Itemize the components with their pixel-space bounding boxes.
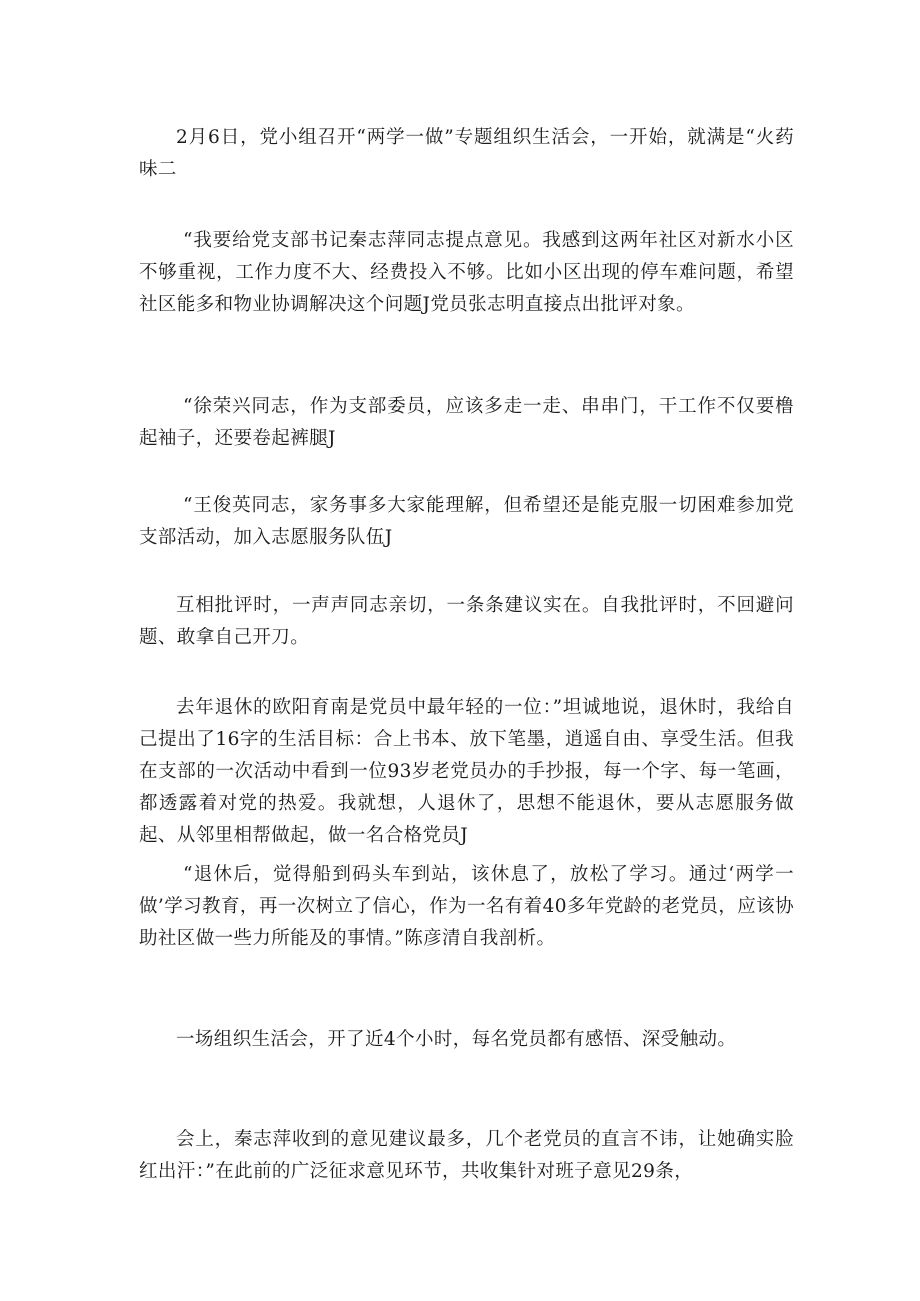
paragraph-qin-feedback: 会上，秦志萍收到的意见建议最多，几个老党员的直言不讳，让她确实脸红出汗：”在此前的广泛征求意见环节，共收集针对班子意见29条， — [139, 1129, 794, 1182]
paragraph-meeting-duration: 一场组织生活会，开了近4个小时，每名党员都有感悟、深受触动。 — [176, 1029, 737, 1050]
paragraph-meeting-intro: 2月6日，党小组召开“两学一做”专题组织生活会，一开始，就满是“火药味二 — [139, 127, 794, 180]
paragraph-mutual-criticism: 互相批评时，一声声同志亲切，一条条建议实在。自我批评时，不回避问题、敢拿自己开刀。 — [139, 595, 794, 648]
paragraph-chen-self-criticism: “退休后，觉得船到码头车到站，该休息了，放松了学习。通过‘两学一做’学习教育，再一次树立了信心，作为一名有着40多年党龄的老党员，应该协助社区做一些力所能及的事情。”陈彦清自我剖析。 — [139, 864, 794, 949]
paragraph-ouyang-self-criticism: 去年退休的欧阳育南是党员中最年轻的一位：”坦诚地说，退休时，我给自己提出了16字的生活目标：合上书本、放下笔墨，逍遥自由、享受生活。但我在支部的一次活动中看到一位93岁老党员办的手抄报，每一个字、每一笔画，都透露着对党的热爱。我就想，人退休了，思想不能退休，要从志愿服务做起、从邻里相帮做起，做一名合格党员J — [139, 697, 794, 846]
paragraph-criticism-xu: “徐荣兴同志，作为支部委员，应该多走一走、串串门，干工作不仅要橹起袖子，还要卷起裤腿J — [139, 396, 794, 449]
paragraph-criticism-wang: “王俊英同志，家务事多大家能理解，但希望还是能克服一切困难参加党支部活动，加入志愿服务队伍J — [139, 495, 794, 548]
paragraph-criticism-secretary: “我要给党支部书记秦志萍同志提点意见。我感到这两年社区对新水小区不够重视，工作力度不大、经费投入不够。比如小区出现的停车难问题，希望社区能多和物业协调解决这个问题J党员张志明直接点出批评对象。 — [139, 230, 794, 315]
